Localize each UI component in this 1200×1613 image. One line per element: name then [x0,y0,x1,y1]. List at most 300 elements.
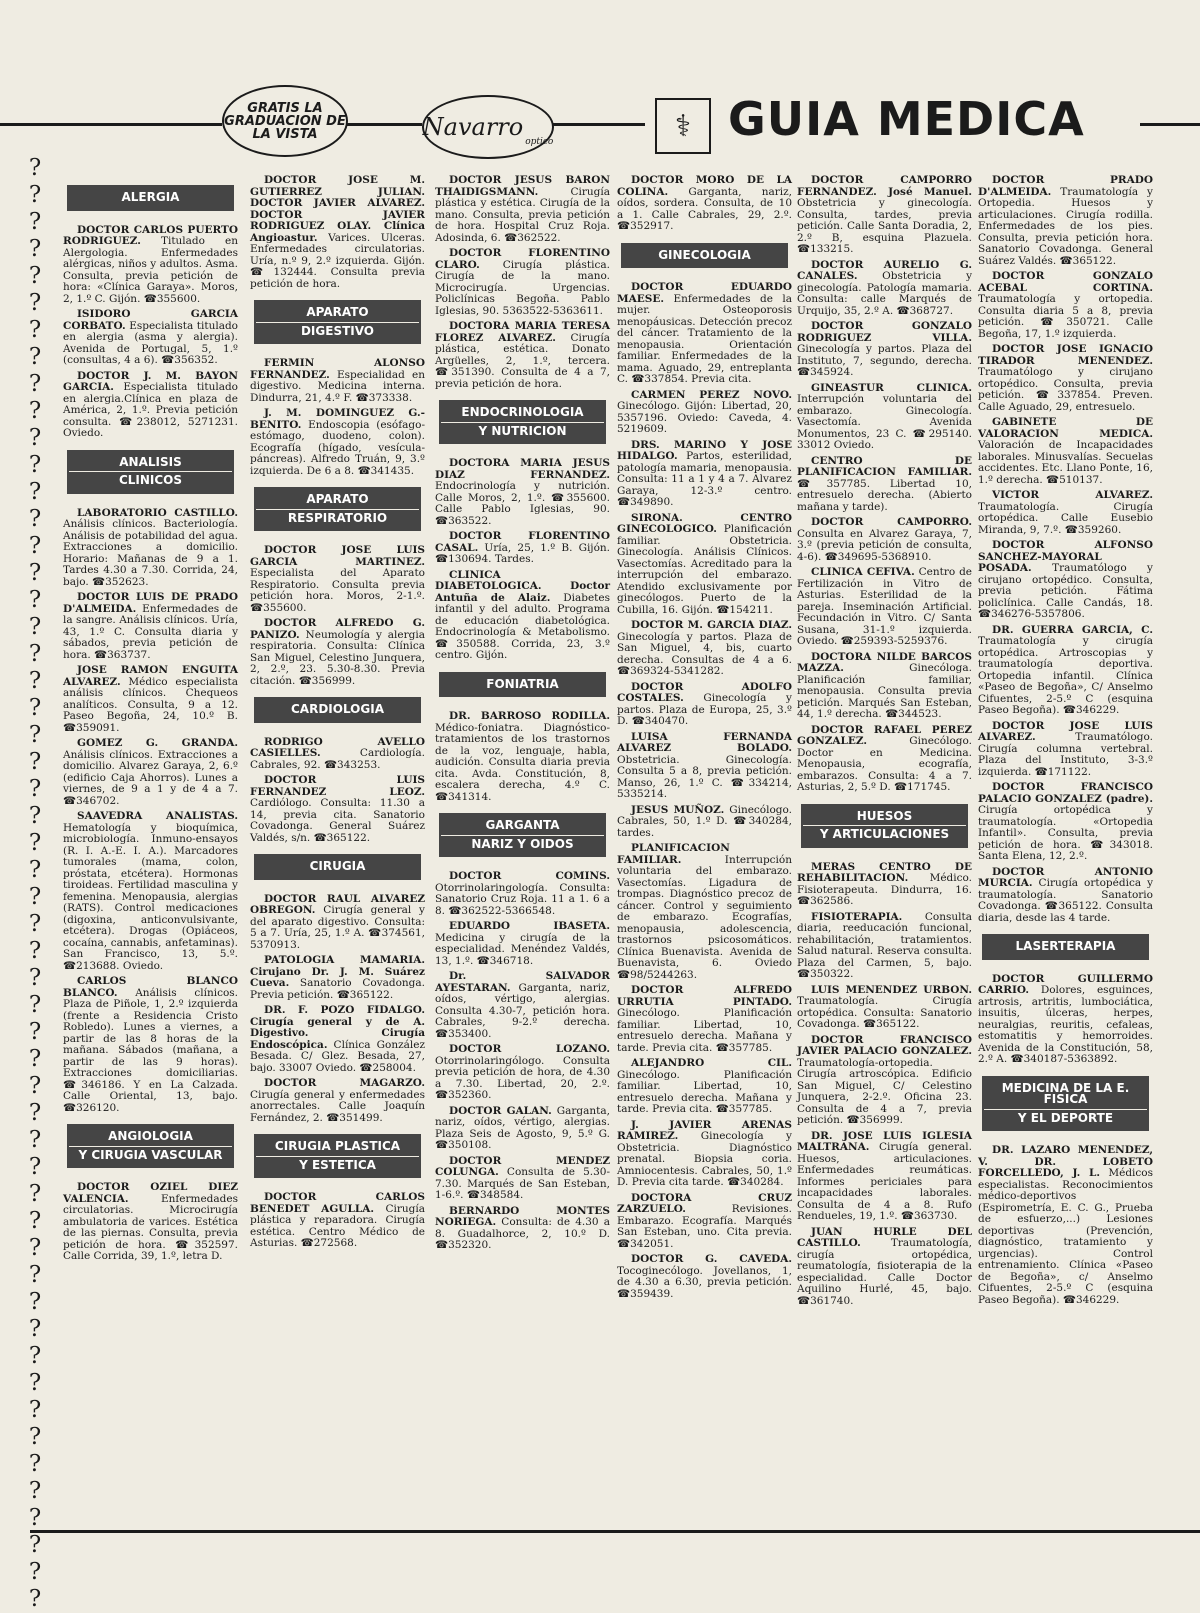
directory-entry [617,732,792,801]
directory-entry [978,417,1153,486]
margin-glyph: ? [28,1235,42,1261]
margin-glyph: ? [28,857,42,883]
directory-entry [797,383,972,452]
margin-glyph: ? [28,155,42,181]
directory-entry [435,1106,610,1152]
bottom-rule [30,1530,1200,1533]
entry-name: CARLOS BLANCO BLANCO. [63,975,238,999]
margin-glyph: ? [28,290,42,316]
section-header-line: FONIATRIA [486,676,559,691]
entry-name: CARMEN PEREZ NOVO. [631,388,792,401]
entry-name: VICTOR ALVAREZ. [992,489,1153,501]
margin-glyph: ? [28,722,42,748]
entry-text: Cirugía general. Huesos, articulaciones. Enfermedades reumáticas. Informes periciales para incapacidades laborales. Consulta de 4 a 8. Rufo Rendueles, 19, 1.º. ☎363730. [797,1141,972,1222]
entry-text: Cirugía plástica y estética. Cirugía de la mano. Consulta, previa petición de hora. Hospital Cruz Roja. Adosinda, 6. ☎362522. [435,185,610,244]
section-header [982,1076,1149,1132]
directory-entry [978,867,1153,925]
banner-text: GRATIS LA GRADUACION DE LA VISTA [224,100,346,142]
entry-text: Especialidad en digestivo. Medicina interna. Dindurra, 21, 4.º F. ☎373338. [250,368,425,404]
directory-entry [797,652,972,721]
margin-glyph: ? [28,263,42,289]
margin-glyph: ? [28,992,42,1018]
entry-name: DOCTOR LOZANO. [449,1043,610,1055]
entry-name: DOCTOR GUILLERMO CARRIO. [978,972,1153,996]
directory-entry [435,248,610,317]
section-header-line: ANALISIS [119,454,182,469]
directory-entry [250,618,425,687]
margin-glyph: ? [28,1505,42,1531]
directory-entry [435,711,610,803]
entry-text: Centro de Fertilización in Vitro de Asturias. Esterilidad de la pareja. Inseminación Artificial. Fecundación in Vitro. C/ Santa Susana, 31-1.º izquierda. Oviedo. ☎259393-5259376. [797,566,972,647]
margin-glyph: ? [28,182,42,208]
entry-text: Endocrinología y nutrición. Calle Moros, 2, 1.º. ☎355600. Calle Pablo Iglesias, 90. ☎363522. [435,480,610,527]
entry-text: Enfermedades circulatorias. Microcirugía ambulatoria de varices. Estética de las piernas. Consulta, previa petición de hora. ☎352597. Calle Corrida, 39, 1.º, letra D. [63,1192,238,1262]
margin-glyph: ? [28,371,42,397]
entry-text: Partos, esterilidad, patología mamaria, menopausia. Consulta: 11 a 1 y 4 a 7. Alvarez Garaya, 12-3.º centro. ☎349890. [617,450,792,508]
entry-name: DOCTOR CAMPORRO. [811,516,972,528]
entry-name: SAAVEDRA ANALISTAS. [77,810,238,822]
entry-text: Análisis clínicos. Bacteriología. Análisis de potabilidad del agua. Extracciones a domicilio. Horario: Mañanas de 9 a 1. Tardes 4.30 a 7.30. Corrida, 24, bajo. ☎352623. [63,518,238,588]
margin-glyph: ? [28,1100,42,1126]
entry-text: ☎357785. Libertad 10, entresuelo derecha. (Abierto mañana y tarde). [797,477,972,513]
directory-entry [797,862,972,908]
entry-name: DOCTORA NILDE BARCOS MAZZA. [797,650,972,674]
directory-entry [250,955,425,1001]
section-header-line: GINECOLOGIA [658,247,751,262]
directory-entry [978,625,1153,717]
directory-entry [617,843,792,981]
margin-glyph: ? [28,1451,42,1477]
entry-name: SIRONA. CENTRO GINECOLOGICO. [617,511,792,535]
entry-text: Médico. Fisioterapeuta. Dindurra, 16. ☎362586. [797,872,972,907]
entry-text: Ginecología y partos. Plaza de Europa, 25, 3.º D. ☎340470. [617,692,792,727]
section-header [439,813,606,857]
column-5 [797,175,972,1530]
section-header-line: Y ESTETICA [256,1156,419,1175]
entry-name: DOCTOR OZIEL DIEZ VALENCIA. [63,1181,238,1205]
directory-entry [435,570,610,662]
entry-text: Hematología y bioquímica, microbiología. Inmuno-ensayos (R. I. A.-E. I. A.). Marcadores tumorales (mama, colon, próstata, etcétera). Hormonas tiroideas. Fertilidad masculina y femenina. Menopausia, alergias (RATS). Control medicaciones (digoxina, anticonvulsivante, etcétera). Drogas (Opiáceos, cocaína, cannabis, anfetaminas). San Francisco, 13, 5.º. ☎213688. Oviedo. [63,821,238,972]
entry-text: Traumatología. Cirugía ortopédica. Calle Eusebio Miranda, 9, 7.º. ☎359260. [978,500,1153,536]
entry-text: Cardiólogo. Consulta: 11.30 a 14, previa cita. Sanatorio Covadonga. General Suárez Valdés, s/n. ☎365122. [250,797,425,844]
entry-name: CENTRO DE PLANIFICACION FAMILIAR. [797,454,972,478]
entry-text: Traumatología, cirugía ortopédica, reumatología, fisioterapia de la especialidad. Calle Doctor Aquilino Hurlé, 45, bajo. ☎361740. [797,1237,972,1307]
entry-text: Especialista titulado en alergia (asma y alergia). Avenida de Portugal, 5, 1.º (consultas, 4 a 6). ☎356352. [63,319,238,366]
directory-entry [435,971,610,1040]
entry-name: DOCTOR JOSE LUIS ALVAREZ. [978,719,1153,743]
section-header-line: CLINICOS [69,471,232,490]
entry-name: DOCTOR EDUARDO MAESE. [617,281,792,305]
entry-name: DOCTORA CRUZ ZARZUELO. [617,1191,792,1215]
entry-text: Médicos especialistas. Reconocimientos médico-deportivos (Espirometría, E. C. G., Prueba de esfuerzo,...) Lesiones deportivas (Prevención, diagnóstico, tratamiento y urgencias). Control entrenamiento. Clínica «Paseo de Begoña», c/ Anselmo Cifuentes, 2-5.º C (esquina Paseo Begoña). ☎346229. [978,1167,1153,1306]
entry-text: Traumatología-ortopedia. Cirugía artroscópica. Edificio San Miguel, C/ Celestino Junquera, 2-2.º. Oficina 23. Consulta de 4 a 7, previa petición. ☎356999. [797,1056,972,1126]
entry-text: Enfermedades de la mujer. Osteoporosis menopáusicas. Detección precoz del cáncer. Tratamiento de la menopausia. Orientación familiar. Enfermedades de la mama. Aguado, 29, entreplanta C. ☎337854. Previa cita. [617,292,792,385]
directory-entry [63,225,238,306]
directory-entry [797,985,972,1031]
entry-text: Garganta, nariz, oídos, vértigo, alergias. Plaza Seis de Agosto, 9, 5.º G. ☎350108. [435,1104,610,1151]
margin-ornament [20,155,50,1612]
entry-name: DOCTOR GONZALO RODRIGUEZ VILLA. [797,320,972,344]
section-header [254,300,421,344]
entry-name: DOCTOR FRANCISCO PALACIO GONZALEZ (padre). [978,781,1153,805]
margin-glyph: ? [28,1154,42,1180]
entry-name: DOCTOR MAGARZO. [264,1077,425,1089]
column-3 [435,175,610,1530]
column-2 [250,175,425,1530]
section-header [254,1134,421,1178]
entry-text: Cirugía plástica y reparadora. Cirugía estética. Centro Médico de Asturias. ☎272568. [250,1202,425,1249]
section-header-line: RESPIRATORIO [256,509,419,528]
entry-text: Traumatólogo y cirujano ortopédico. Consulta, previa petición. Fátima policlínica. Calle Candás, 18. ☎346276-5357806. [978,562,1153,620]
entry-text: Ginecología y Obstetricia. Diagnóstico prenatal. Biopsia coria. Amniocentesis. Cabrales, 50, 1.º D. Previa cita tarde. ☎340284. [617,1130,792,1188]
entry-name: GINEASTUR CLINICA. [811,381,972,394]
entry-name: DOCTOR G. CAVEDA. [631,1253,792,1265]
directory-entry [617,805,792,840]
entry-text: Consulta en Alvarez Garaya, 7, 3.º (previa petición de consulta, 4-6). ☎349695-5368910. [797,527,972,563]
entry-text: Especialista del Aparato Respiratorio. Consulta previa petición hora. Moros, 2-1.º. ☎355600. [250,567,425,614]
directory-entry [617,1193,792,1251]
entry-name: DOCTOR M. GARCIA DIAZ. [631,619,792,631]
entry-name: DOCTOR JOSE M. GUTIERREZ JULIAN. DOCTOR JAVIER ALVAREZ. DOCTOR JAVIER RODRIGUEZ OLAY. Clínica Angioastur. [250,174,425,244]
directory-entry [617,1254,792,1300]
entry-text: Uría, 25, 1.º B. Gijón. ☎130694. Tardes. [435,541,610,565]
margin-glyph: ? [28,641,42,667]
margin-glyph: ? [28,776,42,802]
entry-text: Ginecóloga. Planificación familiar, menopausia. Consulta previa petición. Marqués San Esteban, 44, 1.º derecha. ☎344523. [797,662,972,720]
margin-glyph: ? [28,506,42,532]
margin-glyph: ? [28,803,42,829]
section-header-line: MEDICINA DE LA E. FISICA [1001,1080,1130,1106]
section-header-line: GARGANTA [485,818,560,832]
section-header [439,400,606,444]
directory-entry [617,682,792,728]
directory-entry [250,358,425,404]
directory-entry [63,976,238,1114]
directory-entry [435,1156,610,1202]
margin-glyph: ? [28,830,42,856]
entry-name: DOCTOR FLORENTINO CLARO. [435,247,610,271]
entry-text: Traumatología. Cirugía ortopédica. Consulta: Sanatorio Covadonga. ☎365122. [797,995,972,1030]
entry-text: Consulta diaria, reeducación funcional, rehabilitación, tratamientos. Salud natural. Reserva consulta. Plaza del Carmen, 5, bajo. ☎350322. [797,910,972,980]
entry-text: Diabetes infantil y del adulto. Programa de educación diabetológica. Endocrinología & Metabolismo. ☎350588. Corrida, 23, 3.º centro. Gijón. [435,591,610,661]
entry-text: Cirugía plástica. Cirugía de la mano. Microcirugía. Urgencias. Policlínicas Begoña. Pablo Iglesias, 90. 5363522-5363611. [435,258,610,317]
directory-entry [63,811,238,972]
entry-name: LABORATORIO CASTILLO. [77,506,238,519]
entry-name: J. M. DOMINGUEZ G.- BENITO. [250,407,425,431]
directory-entry [978,344,1153,413]
entry-text: Traumatólogo. Cirugía columna vertebral. Plaza del Instituto, 3-3.º izquierda. ☎171122. [978,731,1153,778]
entry-text: Cirugía general y del aparato digestivo. Consulta: 5 a 7. Uría, 25, 1.º A. ☎374561, 5370913. [250,904,425,951]
entry-name: ISIDORO GARCIA CORBATO. [63,308,238,332]
entry-name: PATOLOGIA MAMARIA. Cirujano Dr. J. M. Suárez Cueva. [250,954,425,989]
entry-text: Traumatología y cirugía ortopédica. Artroscopias y traumatología deportiva. Ortopedia infantil. Clínica «Paseo de Begoña», C/ Anselmo Cifuentes, 2-5.º C (esquina Paseo Begoña). ☎346229. [978,635,1153,716]
entry-text: Especialista titulado en alergia.Clínica en plaza de América, 2, 1.º. Previa petición consulta. ☎238012, 5271231. Oviedo. [63,381,238,439]
entry-name: DOCTOR MENDEZ COLUNGA. [435,1154,610,1178]
section-header-line: NARIZ Y OIDOS [441,835,604,854]
margin-glyph: ? [28,911,42,937]
entry-text: Dolores, esguinces, artrosis, artritis, lumbociática, insuitis, úlceras, herpes, neuralgias, reuritis, cefaleas, estomatitis y hemorroides. Avenida de la Constitución, 58, 2.º A. ☎340187-5363892. [978,984,1153,1065]
margin-glyph: ? [28,236,42,262]
entry-name: DOCTOR ADOLFO COSTALES. [617,680,792,704]
directory-entry [978,782,1153,863]
entry-text: Medicina y cirugía de la especialidad. Menéndez Valdés, 13, 1.º. ☎346718. [435,931,610,967]
directory-entry [435,175,610,244]
top-rule-left [0,123,222,126]
entry-text: Cirugía ortopédica y traumatología. «Ortopedia Infantil». Consulta, previa petición de hora. ☎343018. Santa Elena, 12, 2.º. [978,804,1153,862]
entry-name: DOCTOR GALAN. [449,1104,552,1117]
directory-entry [978,974,1153,1066]
directory-entry [797,725,972,794]
entry-text: Análisis clínicos. Plaza de Piñole, 1, 2.º izquierda (frente a Residencia Cristo Robledo). Lunes a viernes, a partir de las 8 horas de la mañana. Sábados (mañana, a partir de las 9 horas). Extracciones domiciliarias. ☎346186. Y en La Calzada. Calle Oriental, 13, bajo. ☎326120. [63,986,238,1114]
column-6 [978,175,1153,1530]
entry-name: DR. BARROSO RODILLA. [449,710,610,722]
entry-text: Neumología y alergia respiratoria. Consulta: Clínica San Miguel, Celestino Junquera, 2, 2.º, 23. 5.30-8.30. Previa citación. ☎356999. [250,628,425,687]
directory-entry [250,1192,425,1250]
entry-text: Ginecología y partos. Plaza de San Miguel, 4, bis, cuarto derecha. Consultas de 4 a 6. ☎369324-5341282. [617,630,792,677]
entry-name: PLANIFICACION FAMILIAR. [617,842,730,866]
directory-entry [617,390,792,436]
margin-glyph: ? [28,209,42,235]
directory-entry [63,592,238,661]
margin-glyph: ? [28,1424,42,1450]
directory-entry [978,540,1153,621]
directory-entry [435,921,610,967]
entry-name: ALEJANDRO CIL. [631,1057,792,1069]
entry-text: Ginecólogo. Planificación familiar. Libertad, 10, entresuelo derecha. Mañana y tarde. Previa cita. ☎357785. [617,1007,792,1054]
entry-name: Dr. SALVADOR AYESTARAN. [435,970,610,994]
directory-entry [978,271,1153,340]
section-header-line: ALERGIA [121,190,180,204]
entry-name: BERNARDO MONTES NORIEGA. [435,1204,610,1228]
section-header [254,487,421,531]
entry-text: Enfermedades de la sangre. Análisis clínicos. Uría, 43, 1.º C. Consulta diaria y sábados, previa petición de hora. ☎363737. [63,602,238,661]
directory-entry [250,894,425,952]
directory-entry [797,517,972,563]
entry-text: Consulta: de 4.30 a 8. Guadalhorce, 2, 10.º D. ☎352320. [435,1216,610,1251]
entry-text: Traumatología y ortopedia. Consulta diaria 5 a 8, previa petición. ☎350721. Calle Begoña, 17, 1.º izquierda. [978,293,1153,340]
directory-entry [250,737,425,772]
page-title: GUIA MEDICA [728,92,1085,146]
entry-text: Otorrinolaringología. Consulta: Sanatorio Cruz Roja. 11 a 1. 6 a 8. ☎362522-5366548. [435,881,610,917]
entry-text: Cardiología. Cabrales, 92. ☎343253. [250,747,425,771]
entry-name: DOCTOR AURELIO G. CANALES. [797,258,972,282]
directory-entry [435,871,610,917]
directory-entry [250,1005,425,1074]
entry-name: DOCTOR RAFAEL PEREZ GONZALEZ. [797,723,972,747]
margin-glyph: ? [28,1073,42,1099]
directory-entry [63,1182,238,1263]
section-header-line: Y ARTICULACIONES [803,825,966,844]
entry-name: DOCTOR COMINS. [449,870,610,882]
directory-entry [797,1131,972,1223]
entry-name: DOCTOR RAUL ALVAREZ OBREGON. [250,892,425,916]
directory-entry [617,513,792,617]
margin-glyph: ? [28,1181,42,1207]
directory-entry [250,775,425,844]
directory-entry [435,531,610,566]
margin-glyph: ? [28,1478,42,1504]
directory-entry [617,440,792,509]
directory-entry [978,1145,1153,1306]
entry-text: Ginecología y partos. Plaza del Instituto, 7, segundo, derecha. ☎345924. [797,343,972,378]
section-header-line: APARATO [306,305,369,319]
margin-glyph: ? [28,1370,42,1396]
directory-entry [797,175,972,256]
directory-entry [435,458,610,527]
margin-glyph: ? [28,1208,42,1234]
entry-name: DRS. MARINO Y JOSE HIDALGO. [617,438,792,462]
entry-name: DOCTORA MARIA TERESA FLOREZ ALVAREZ. [435,320,610,344]
directory-entry [63,309,238,367]
entry-name: JUAN HURLE DEL CASTILLO. [797,1225,972,1249]
entry-text: Interrupción voluntaria del embarazo. Vasectomías. Ligadura de trompas. Diagnóstico precoz de cáncer. Control y seguimiento de embarazo. Ecografías, menopausia, adolescencia, trastornos psicosomáticos. Clínica Buenavista. Avenida de Buenavista, 6. Oviedo ☎98/5244263. [617,853,792,981]
entry-name: JOSE RAMON ENGUITA ALVAREZ. [63,664,238,688]
section-header-line: CARDIOLOGIA [291,702,384,716]
margin-glyph: ? [28,317,42,343]
entry-name: DR. LAZARO MENENDEZ, V. DR. LOBETO FORCELLEDO, J. L. [978,1144,1153,1179]
margin-glyph: ? [28,1289,42,1315]
caduceus-icon: ⚕ [655,98,711,154]
margin-glyph: ? [28,1127,42,1153]
section-header [67,450,234,494]
margin-glyph: ? [28,965,42,991]
column-1 [63,175,238,1530]
entry-name: RODRIGO AVELLO CASIELLES. [250,735,425,759]
entry-text: Cirugía ortopédica y traumatología. Sanatorio Covadonga. ☎365122. Consulta diaria, desde las 4 tarde. [978,877,1153,924]
entry-text: Ginecólogo. Cabrales, 50, 1.º D. ☎340284, tardes. [617,803,792,839]
entry-name: FISIOTERAPIA. [811,910,903,923]
top-rule-right [550,123,645,126]
entry-text: Sanatorio Covadonga. Previa petición. ☎365122. [250,977,425,1001]
entry-name: DOCTOR JOSE LUIS GARCIA MARTINEZ. [250,544,425,568]
section-header [801,804,968,848]
directory-entry [250,175,425,290]
section-header [982,934,1149,960]
directory-entry [797,456,972,514]
directory-entry [797,567,972,648]
entry-text: Ginecólogo. Gijón: Libertad, 20, 5357196. Oviedo: Caveda, 4. 5219609. [617,400,792,435]
entry-text: Tocoginecólogo. Jovellanos, 1, de 4.30 a 6.30, previa petición. ☎359439. [617,1264,792,1300]
section-header-line: DIGESTIVO [256,322,419,341]
margin-glyph: ? [28,1586,42,1612]
entry-name: DOCTOR FLORENTINO CASAL. [435,530,610,554]
entry-name: LUIS MENENDEZ URBON. [811,983,972,996]
entry-text: Endoscopia (esófago-estómago, duodeno, colon). Ecografía (hígado, vesícula-páncreas). Alfredo Truán, 9, 3.º izquierda. De 6 a 8. ☎341435. [250,418,425,477]
section-header-line: Y CIRUGIA VASCULAR [69,1146,232,1165]
entry-name: DOCTOR JESUS BARON THAIDIGSMANN. [435,174,610,198]
entry-name: DOCTOR ALFONSO SANCHEZ-MAYORAL POSADA. [978,539,1153,574]
section-header-line: HUESOS [856,808,913,823]
entry-name: MERAS CENTRO DE REHABILITACION. [797,860,972,884]
entry-name: DOCTOR ALFREDO URRUTIA PINTADO. [617,984,792,1008]
section-header-line: Y NUTRICION [441,422,604,441]
brand-name: Navarro [422,113,524,141]
margin-glyph: ? [28,1262,42,1288]
directory-entry [797,321,972,379]
top-rule-far-right [1140,123,1200,126]
entry-text: Clínica González Besada. C/ Glez. Besada, 27, bajo. 33007 Oviedo. ☎258004. [250,1038,425,1074]
entry-text: Obstetricia. Ginecología. Consulta 5 a 8, previa petición. Manso, 26, 1.º C. ☎334214, 5335214. [617,753,792,800]
entry-text: Cirugía plástica, estética. Donato Argüelles, 2, 1.º, tercera. ☎351390. Consulta de 4 a 7, previa petición de hora. [435,331,610,390]
section-header-line: CIRUGIA [309,859,366,873]
top-rule-middle [344,123,422,126]
section-header-line: CIRUGIA PLASTICA [274,1139,401,1153]
margin-glyph: ? [28,614,42,640]
margin-glyph: ? [28,1343,42,1369]
entry-name: DOCTOR LUIS DE PRADO D'ALMEIDA. [63,591,238,615]
directory-entry [978,175,1153,267]
entry-text: Traumatólogo y cirujano ortopédico. Consulta, previa petición. ☎337854. Preven. Calle Aguado, 29, entresuelo. [978,366,1153,413]
directory-entry [250,545,425,614]
directory-entry [797,1227,972,1308]
directory-entry [617,282,792,386]
entry-name: LUISA FERNANDA ALVAREZ BOLADO. [617,730,792,754]
section-header-line: APARATO [306,492,369,506]
directory-entry [435,1044,610,1102]
directory-entry [435,321,610,390]
directory-entry [617,1058,792,1116]
entry-text: Otorrinolaringólogo. Consulta previa petición de hora, de 4.30 a 7.30. Libertad, 20, 2.º. ☎352360. [435,1054,610,1101]
entry-text: Varices. Ulceras. Enfermedades circulatorias. Uría, n.º 9, 2.º izquierda. Gijón. ☎132444. Consulta previa petición de hora. [250,231,425,290]
entry-name: DOCTOR ANTONIO MURCIA. [978,865,1153,889]
margin-glyph: ? [28,938,42,964]
section-header [621,243,788,269]
entry-text: Análisis clínicos. Extracciones a domicilio. Alvarez Garaya, 2, 6.º (edificio Caja Ahorros). Lunes a viernes, de 9 a 1 y de 4 a 7. ☎346702. [63,748,238,807]
section-header [67,1124,234,1168]
section-header [67,185,234,211]
entry-name: CLINICA DIABETOLOGICA. Doctor Antuña de Alaiz. [435,568,610,604]
margin-glyph: ? [28,668,42,694]
entry-name: DR. JOSE LUIS IGLESIA MALTRANA. [797,1129,972,1153]
entry-name: DOCTOR FRANCISCO JAVIER PALACIO GONZALEZ. [797,1033,972,1057]
margin-glyph: ? [28,749,42,775]
entry-name: JESUS MUÑOZ. [631,803,725,816]
margin-glyph: ? [28,479,42,505]
entry-text: Interrupción voluntaria del embarazo. Ginecología. Vasectomía. Avenida Monumentos, 23 C. ☎295140. 33012 Oviedo. [797,393,972,451]
margin-glyph: ? [28,695,42,721]
directory-entry [63,738,238,807]
entry-text: Valoración de Incapacidades laborales. Minusvalías. Secuelas accidentes. Etc. Llano Ponte, 16, 1.º derecha. ☎510137. [978,439,1153,486]
entry-text: Consulta de 5.30-7.30. Marqués de San Esteban, 1-6.º. ☎348584. [435,1166,610,1201]
directory-entry [63,665,238,734]
directory-entry [617,175,792,233]
section-header-line: Y EL DEPORTE [984,1109,1147,1128]
directory-entry [617,1120,792,1189]
entry-name: DOCTOR MORO DE LA COLINA. [617,174,792,198]
directory-entry [63,508,238,589]
brand-sub: optico [525,137,554,147]
graduation-banner [222,85,348,157]
margin-glyph: ? [28,452,42,478]
entry-name: DOCTOR CAMPORRO FERNANDEZ. José Manuel. [797,174,972,198]
margin-glyph: ? [28,1046,42,1072]
entry-text: Revisiones. Embarazo. Ecografía. Marqués San Esteban, uno. Cita previa. ☎342051. [617,1203,792,1250]
directory-entry [617,620,792,678]
directory-entry [617,985,792,1054]
entry-name: DR. GUERRA GARCIA, C. [992,623,1153,636]
margin-glyph: ? [28,1559,42,1585]
entry-name: DOCTOR PRADO D'ALMEIDA. [978,174,1153,198]
entry-name: DOCTOR LUIS FERNANDEZ LEOZ. [250,774,425,798]
directory-entry [435,1206,610,1252]
directory-entry [250,1078,425,1124]
directory-entry [797,912,972,981]
section-header-line: ENDOCRINOLOGIA [461,405,584,419]
margin-glyph: ? [28,587,42,613]
directory-entry [250,408,425,477]
entry-text: Obstetricia y ginecología. Consulta, tardes, previa petición. Calle Santa Doradia, 2, 2.º B, esquina Plazuela. ☎133215. [797,197,972,255]
entry-name: J. JAVIER ARENAS RAMIREZ. [617,1118,792,1142]
